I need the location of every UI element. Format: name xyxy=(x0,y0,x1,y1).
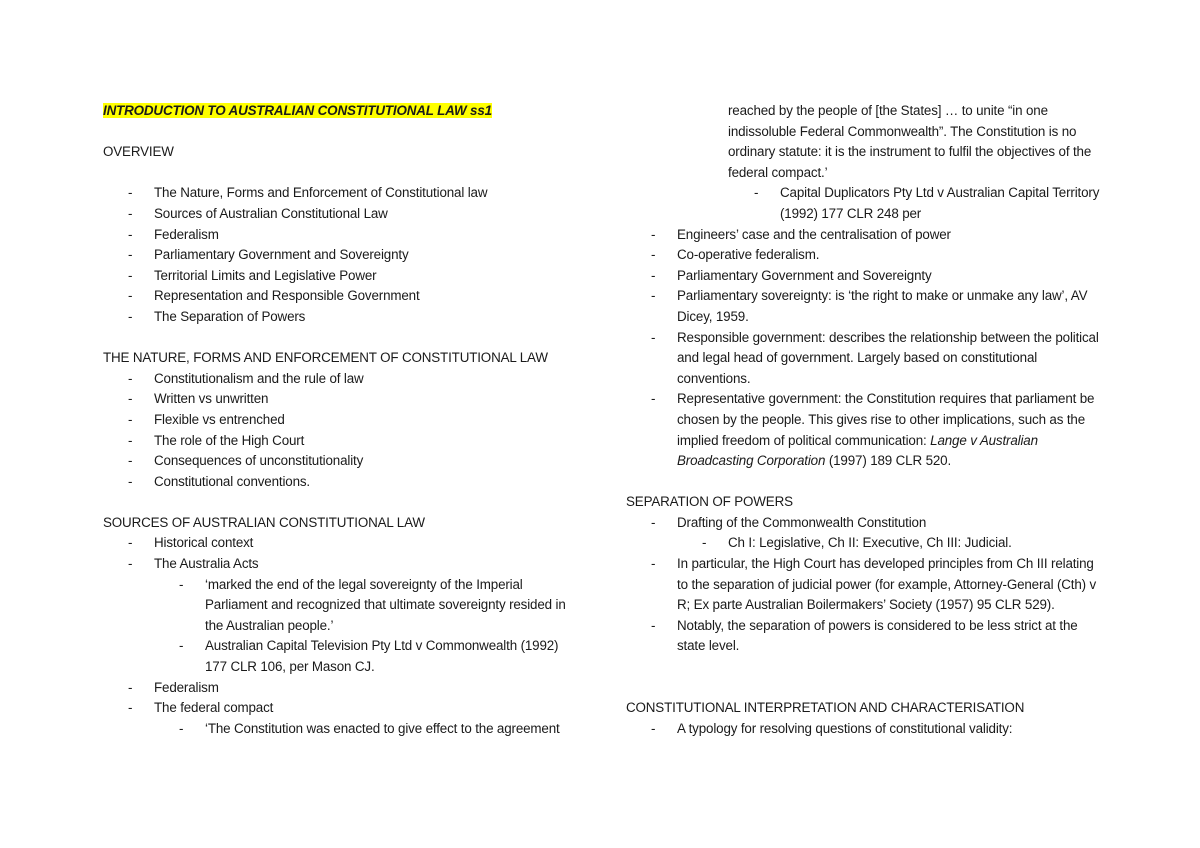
list-item: - Drafting of the Commonwealth Constitution xyxy=(651,514,927,530)
list-item: - Written vs unwritten xyxy=(128,391,269,407)
lange-case-name-cont: Broadcasting Corporation xyxy=(677,453,826,469)
list-item: - Notably, the separation of powers is considered to be less strict at the xyxy=(651,617,1078,633)
right-column xyxy=(626,101,1100,739)
interpretation-heading: CONSTITUTIONAL INTERPRETATION AND CHARACTERISATION xyxy=(626,700,1025,716)
list-item-cont: and legal head of government. Largely based on constitutional xyxy=(677,350,1038,366)
list-item: - The Nature, Forms and Enforcement of Constitutional law xyxy=(128,185,488,201)
list-item: - The role of the High Court xyxy=(128,432,305,448)
list-item: - A typology for resolving questions of constitutional validity: xyxy=(651,720,1013,736)
overview-list xyxy=(103,183,573,327)
left-column xyxy=(103,101,573,739)
lange-case-name: Lange v Australian xyxy=(930,432,1038,448)
list-item: - The federal compact xyxy=(128,700,274,716)
overview-heading: OVERVIEW xyxy=(103,144,174,160)
list-item: - The Australia Acts xyxy=(128,556,259,572)
list-item: - Constitutionalism and the rule of law xyxy=(128,370,364,386)
australia-acts-quote-cont: the Australian people.’ xyxy=(205,617,334,633)
list-item: - Engineers’ case and the centralisation of power xyxy=(651,226,951,242)
compact-quote-cont: indissoluble Federal Commonwealth”. The Constitution is no xyxy=(728,123,1077,139)
sources-heading: SOURCES OF AUSTRALIAN CONSTITUTIONAL LAW xyxy=(103,514,425,530)
list-item: - Historical context xyxy=(128,535,254,551)
list-item: - Territorial Limits and Legislative Power xyxy=(128,267,377,283)
document-title: INTRODUCTION TO AUSTRALIAN CONSTITUTIONAL LAW ss1 xyxy=(103,103,492,118)
compact-quote: - ‘The Constitution was enacted to give effect to the agreement xyxy=(179,720,560,736)
compact-quote-cont: reached by the people of [the States] … to unite “in one xyxy=(728,103,1048,118)
list-item: - Parliamentary Government and Sovereignty xyxy=(651,267,932,283)
separation-heading: SEPARATION OF POWERS xyxy=(626,494,793,510)
compact-quote-cont: federal compact.’ xyxy=(728,164,828,180)
list-item: - Federalism xyxy=(128,679,219,695)
list-item: - In particular, the High Court has developed principles from Ch III relating xyxy=(651,556,1094,572)
list-item-cont: R; Ex parte Australian Boilermakers’ Society (1957) 95 CLR 529). xyxy=(677,597,1055,613)
capital-duplicators-citation: - Capital Duplicators Pty Ltd v Australian Capital Territory xyxy=(754,185,1100,201)
australia-acts-quote-cont: Parliament and recognized that ultimate sovereignty resided in xyxy=(205,597,566,613)
list-item: - Sources of Australian Constitutional Law xyxy=(128,205,388,221)
list-item: - Responsible government: describes the relationship between the political xyxy=(651,329,1099,345)
list-item: - Consequences of unconstitutionality xyxy=(128,453,364,469)
list-item-cont: state level. xyxy=(677,638,740,654)
capital-duplicators-citation-cont: (1992) 177 CLR 248 per xyxy=(780,205,922,221)
nature-list xyxy=(103,369,573,493)
list-item: - Co-operative federalism. xyxy=(651,247,820,263)
act-case-citation-cont: 177 CLR 106, per Mason CJ. xyxy=(205,659,375,675)
list-item-cont: Dicey, 1959. xyxy=(677,308,749,324)
australia-acts-quote: - ‘marked the end of the legal sovereignty of the Imperial xyxy=(179,576,523,592)
compact-quote-cont: ordinary statute: it is the instrument to fulfil the objectives of the xyxy=(728,144,1092,160)
list-item-cont: to the separation of judicial power (for example, Attorney-General (Cth) v xyxy=(677,576,1097,592)
nature-heading: THE NATURE, FORMS AND ENFORCEMENT OF CONSTITUTIONAL LAW xyxy=(103,350,548,366)
list-item-cont: implied freedom of political communication: Lange v Australian xyxy=(677,432,1038,448)
list-item-cont: Broadcasting Corporation (1997) 189 CLR 520. xyxy=(677,453,952,469)
list-item: - Representative government: the Constitution requires that parliament be xyxy=(651,391,1095,407)
act-case-citation: - Australian Capital Television Pty Ltd v Commonwealth (1992) xyxy=(179,638,559,654)
list-subitem: - Ch I: Legislative, Ch II: Executive, Ch III: Judicial. xyxy=(702,535,1012,551)
list-item: - Parliamentary Government and Sovereignty xyxy=(128,247,409,263)
list-item: - Parliamentary sovereignty: is ‘the right to make or unmake any law’, AV xyxy=(651,288,1088,304)
list-item: - Constitutional conventions. xyxy=(128,473,310,489)
list-item: - Representation and Responsible Government xyxy=(128,288,420,304)
list-item: - Flexible vs entrenched xyxy=(128,411,285,427)
list-item-cont: chosen by the people. This gives rise to other implications, such as the xyxy=(677,411,1086,427)
list-item: - The Separation of Powers xyxy=(128,308,306,324)
list-item: - Federalism xyxy=(128,226,219,242)
list-item-cont: conventions. xyxy=(677,370,751,386)
